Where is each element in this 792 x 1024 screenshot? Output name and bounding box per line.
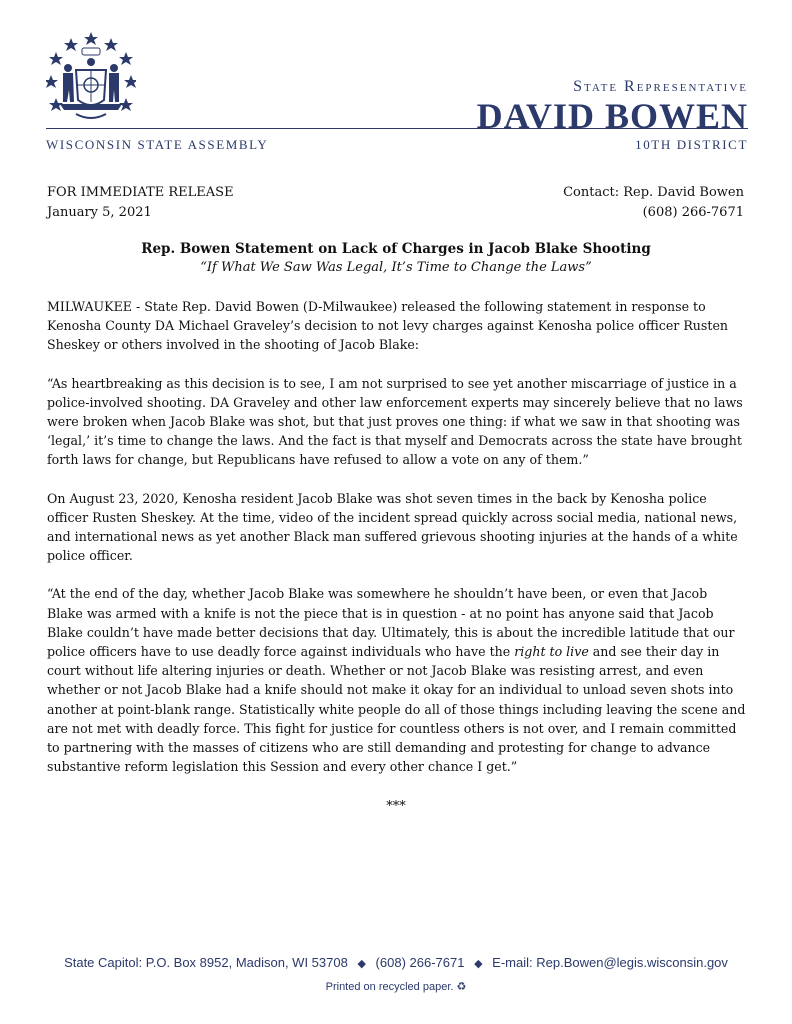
paragraph-quote-2: [47, 584, 747, 776]
letterhead-title: [477, 78, 748, 135]
diamond-separator-icon: ◆: [474, 958, 483, 970]
release-date: January 5, 2021: [47, 205, 152, 220]
recycle-icon: ♻: [456, 981, 467, 993]
district-label: 10TH DISTRICT: [635, 137, 748, 152]
release-label: FOR IMMEDIATE RELEASE: [47, 185, 234, 200]
recycled-text: Printed on recycled paper.: [325, 981, 454, 993]
paragraph-quote-1: “As heartbreaking as this decision is to see, I am not surprised to see yet another miscarriage of justice in a police-involved shooting. DA Graveley and other law enforcement experts may sincerely believe that no laws were broken when Jacob Blake was shot, but that just proves one thing: if what we saw in that shooting was ‘legal,’ it’s time to change the laws. And the fact is that myself and Democrats across the state have brought forth laws for change, but Republicans have refused to allow a vote on any of them.”: [47, 375, 743, 468]
representative-name: DAVID BOWEN: [476, 96, 748, 136]
quote-2-part-a: “At the end of the day, whether Jacob Blake was somewhere he shouldn’t have been, or even that Jacob Blake was armed with a knife is not the piece that is in question - at no point has anyone said that Jacob Blake couldn’t have made better decisions that day. Ultimately, this is about the incredible latitude that our police officers have to use deadly force against individuals who have the: [47, 586, 735, 660]
recycled-note: [0, 980, 792, 993]
representative-label: State Representative: [573, 78, 748, 95]
assembly-label: WISCONSIN STATE ASSEMBLY: [46, 137, 269, 152]
quote-2-emphasis: right to live: [514, 644, 589, 660]
end-mark: ***: [386, 799, 406, 814]
footer-phone: (608) 266-7671: [375, 955, 465, 970]
statement-subtitle: “If What We Saw Was Legal, It’s Time to Change the Laws”: [200, 260, 592, 275]
footer-contact: [0, 955, 792, 970]
footer-email[interactable]: E-mail: Rep.Bowen@legis.wisconsin.gov: [492, 955, 728, 970]
quote-2-part-b: and see their day in court without life altering injuries or death. Whether or not Jacob Blake was resisting arrest, and even whether or not Jacob Blake had a knife should not make it okay for an individual to unload seven shots into another at point-blank range. Statistically white people do all of those things including leaving the scene and are not met with deadly force. This fight for justice for countless others is not over, and I remain committed to partnering with the masses of citizens who are still demanding and protesting for change to advance substantive reform legislation this Session and every other chance I get.”: [47, 644, 746, 775]
paragraph-intro: MILWAUKEE - State Rep. David Bowen (D-Milwaukee) released the following statement in response to Kenosha County DA Michael Graveley’s decision to not levy charges against Kenosha police officer Rusten Sheskey or others involved in the shooting of Jacob Blake:: [47, 299, 729, 353]
header-divider: [46, 128, 748, 129]
contact-info: [563, 183, 744, 223]
footer-address: State Capitol: P.O. Box 8952, Madison, WI 53708: [64, 955, 348, 970]
contact-phone: (608) 266-7671: [642, 205, 744, 220]
wisconsin-state-seal-icon: [46, 30, 136, 130]
contact-name: Contact: Rep. David Bowen: [563, 185, 744, 200]
diamond-separator-icon: ◆: [357, 958, 366, 970]
statement-body: [47, 297, 747, 795]
statement-title: Rep. Bowen Statement on Lack of Charges in Jacob Blake Shooting: [141, 241, 651, 257]
paragraph-background: On August 23, 2020, Kenosha resident Jacob Blake was shot seven times in the back by Kenosha police officer Rusten Sheskey. At the time, video of the incident spread quickly across social media, national news, and international news as yet another Black man suffered grievous shooting injuries at the hands of a white police officer.: [47, 490, 738, 564]
release-info: [47, 183, 234, 223]
